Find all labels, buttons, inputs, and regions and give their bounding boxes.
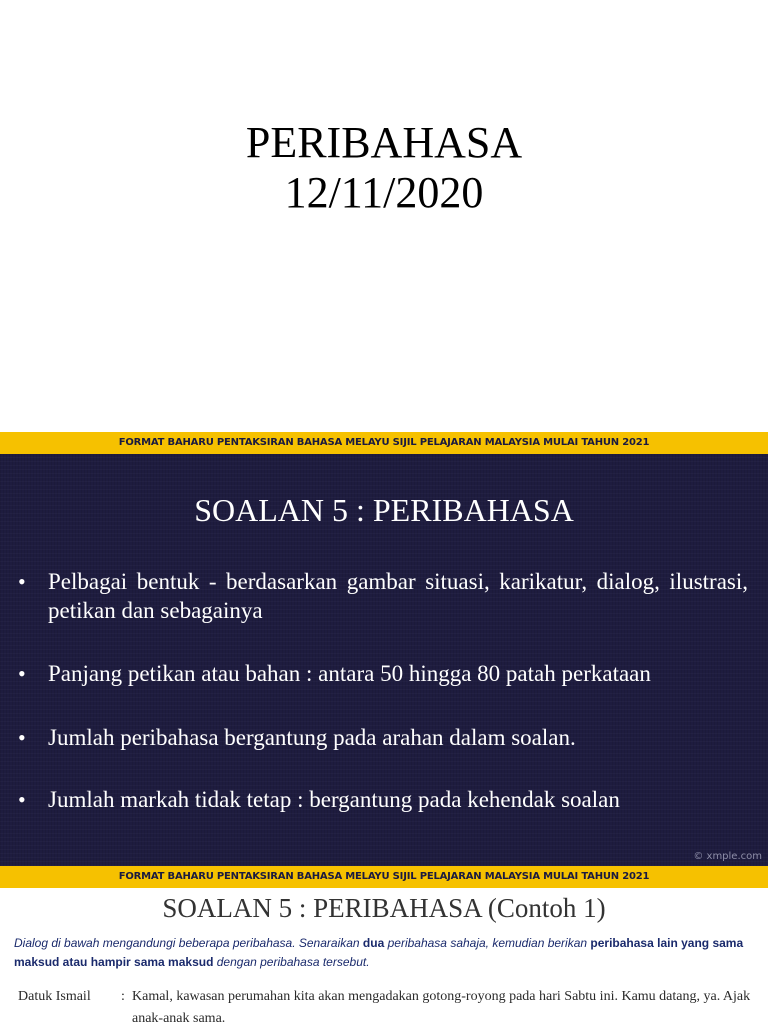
bullet-item [18, 567, 748, 625]
slide-heading: SOALAN 5 : PERIBAHASA [194, 492, 574, 528]
format-banner: FORMAT BAHARU PENTAKSIRAN BAHASA MELAYU SIJIL PELAJARAN MALAYSIA MULAI TAHUN 2021 [0, 866, 768, 888]
example-slide [0, 888, 768, 1024]
dialog-colon: : [121, 989, 125, 1004]
bullet-text: Jumlah markah tidak tetap : bergantung pada kehendak soalan [48, 787, 620, 812]
slide-heading: SOALAN 5 : PERIBAHASA (Contoh 1) [162, 893, 606, 923]
instruction-part: Dialog di bawah mengandungi beberapa peribahasa. Senaraikan [14, 936, 363, 950]
content-slide [0, 454, 768, 866]
format-banner: FORMAT BAHARU PENTAKSIRAN BAHASA MELAYU SIJIL PELAJARAN MALAYSIA MULAI TAHUN 2021 [0, 432, 768, 454]
dialog-text: Kamal, kawasan perumahan kita akan mengadakan gotong-royong pada hari Sabtu ini. Kamu datang, ya. Ajak anak-anak sama. [132, 989, 751, 1026]
bullet-dot: • [18, 725, 26, 750]
bullet-text: Pelbagai bentuk - berdasarkan gambar situasi, karikatur, dialog, ilustrasi, petikan dan sebagainya [48, 569, 748, 623]
instruction-part: peribahasa sahaja, kemudian berikan [384, 936, 591, 950]
instruction-emphasis: dua [362, 936, 385, 950]
bullet-text: Jumlah peribahasa bergantung pada arahan dalam soalan. [48, 725, 576, 750]
slide-title: PERIBAHASA [245, 118, 523, 167]
bullet-dot: • [18, 787, 26, 812]
title-slide [0, 0, 768, 432]
instruction-part: dengan peribahasa tersebut. [213, 955, 370, 969]
bullet-dot: • [18, 569, 26, 594]
dialog-speaker: Datuk Ismail [18, 989, 91, 1004]
bullet-dot: • [18, 661, 26, 686]
bullet-item [18, 785, 748, 814]
slide-date: 12/11/2020 [284, 168, 484, 217]
instruction-emphasis: peribahasa lain yang sama maksud atau hampir sama maksud [14, 936, 744, 969]
instruction-text [14, 934, 758, 972]
bullet-text: Panjang petikan atau bahan : antara 50 hingga 80 patah perkataan [48, 661, 651, 686]
bullet-item [18, 723, 748, 752]
watermark: © xmple.com [693, 851, 762, 862]
bullet-item [18, 659, 748, 688]
